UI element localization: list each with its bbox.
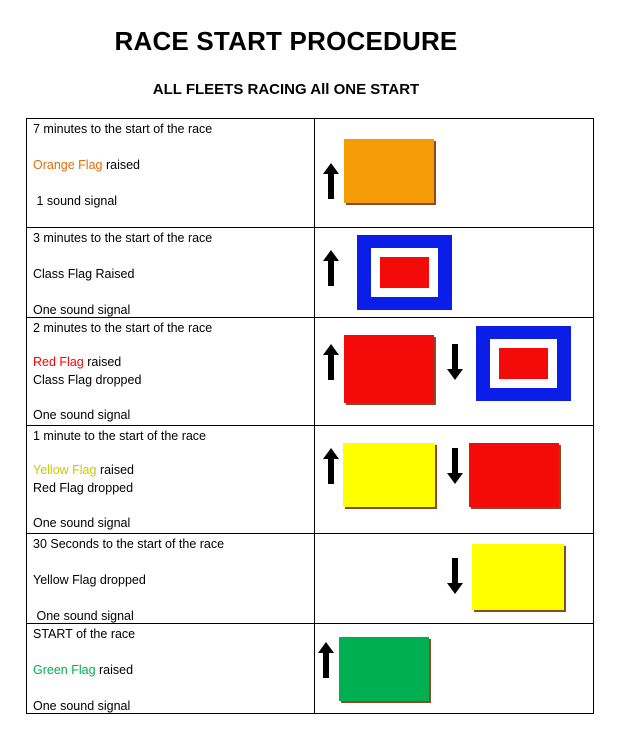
- red-flag-text: Red Flag: [33, 355, 84, 369]
- up-arrow-icon: [323, 250, 339, 286]
- page-title: RACE START PROCEDURE: [114, 26, 458, 56]
- procedure-table: [26, 118, 594, 714]
- row-flag-cell: [315, 228, 594, 318]
- up-arrow-icon: [323, 448, 339, 484]
- sound-label: One sound signal: [33, 609, 134, 623]
- class-flag: [476, 326, 571, 401]
- time-label: 2 minutes to the start of the race: [33, 321, 213, 335]
- action-label: [33, 355, 314, 369]
- row-flag-cell: [315, 318, 594, 426]
- action-label: [33, 158, 314, 172]
- table-row: [27, 228, 594, 318]
- orange-flag: [344, 139, 434, 203]
- orange-flag-text: Orange Flag: [33, 158, 103, 172]
- row-text-cell: [27, 119, 315, 228]
- green-flag-text: Green Flag: [33, 663, 96, 677]
- class-flag: [357, 235, 452, 310]
- row-text-cell: [27, 624, 315, 714]
- page-subtitle: ALL FLEETS RACING All ONE START: [152, 81, 420, 98]
- row-flag-cell: [315, 119, 594, 228]
- sound-label: 1 sound signal: [33, 194, 118, 208]
- action-rest-text: raised: [83, 355, 122, 369]
- down-arrow-icon: [447, 558, 463, 594]
- sound-label: One sound signal: [33, 303, 131, 317]
- time-label: 3 minutes to the start of the race: [33, 231, 213, 245]
- action2-label: Red Flag dropped: [33, 481, 134, 495]
- down-arrow-icon: [447, 344, 463, 380]
- action-rest-text: raised: [95, 663, 134, 677]
- action-rest-text: raised: [102, 158, 141, 172]
- up-arrow-icon: [323, 163, 339, 199]
- table-row: [27, 318, 594, 426]
- yellow-flag-text: Yellow Flag: [33, 463, 97, 477]
- up-arrow-icon: [323, 344, 339, 380]
- table-row: [27, 534, 594, 624]
- time-label: 1 minute to the start of the race: [33, 429, 207, 443]
- red-flag: [344, 335, 434, 403]
- row-text-cell: [27, 228, 315, 318]
- sound-label: One sound signal: [33, 408, 131, 422]
- red-flag: [469, 443, 559, 507]
- action-label: Class Flag Raised: [33, 267, 135, 281]
- table-row: [27, 426, 594, 534]
- row-flag-cell: [315, 534, 594, 624]
- yellow-flag: [343, 443, 435, 507]
- action-label: [33, 463, 314, 477]
- row-text-cell: [27, 534, 315, 624]
- row-text-cell: [27, 426, 315, 534]
- green-flag: [339, 637, 429, 701]
- row-flag-cell: [315, 624, 594, 714]
- time-label: START of the race: [33, 627, 136, 641]
- sound-label: One sound signal: [33, 699, 131, 713]
- row-text-cell: [27, 318, 315, 426]
- table-row: [27, 624, 594, 714]
- row-flag-cell: [315, 426, 594, 534]
- sound-label: One sound signal: [33, 516, 131, 530]
- time-label: 30 Seconds to the start of the race: [33, 537, 225, 551]
- action-label: Yellow Flag dropped: [33, 573, 146, 587]
- yellow-flag: [472, 544, 564, 610]
- action-rest-text: raised: [96, 463, 134, 477]
- down-arrow-icon: [447, 448, 463, 484]
- time-label: 7 minutes to the start of the race: [33, 122, 213, 136]
- action-label: [33, 663, 314, 677]
- table-row: [27, 119, 594, 228]
- up-arrow-icon: [318, 642, 334, 678]
- action2-label: Class Flag dropped: [33, 373, 142, 387]
